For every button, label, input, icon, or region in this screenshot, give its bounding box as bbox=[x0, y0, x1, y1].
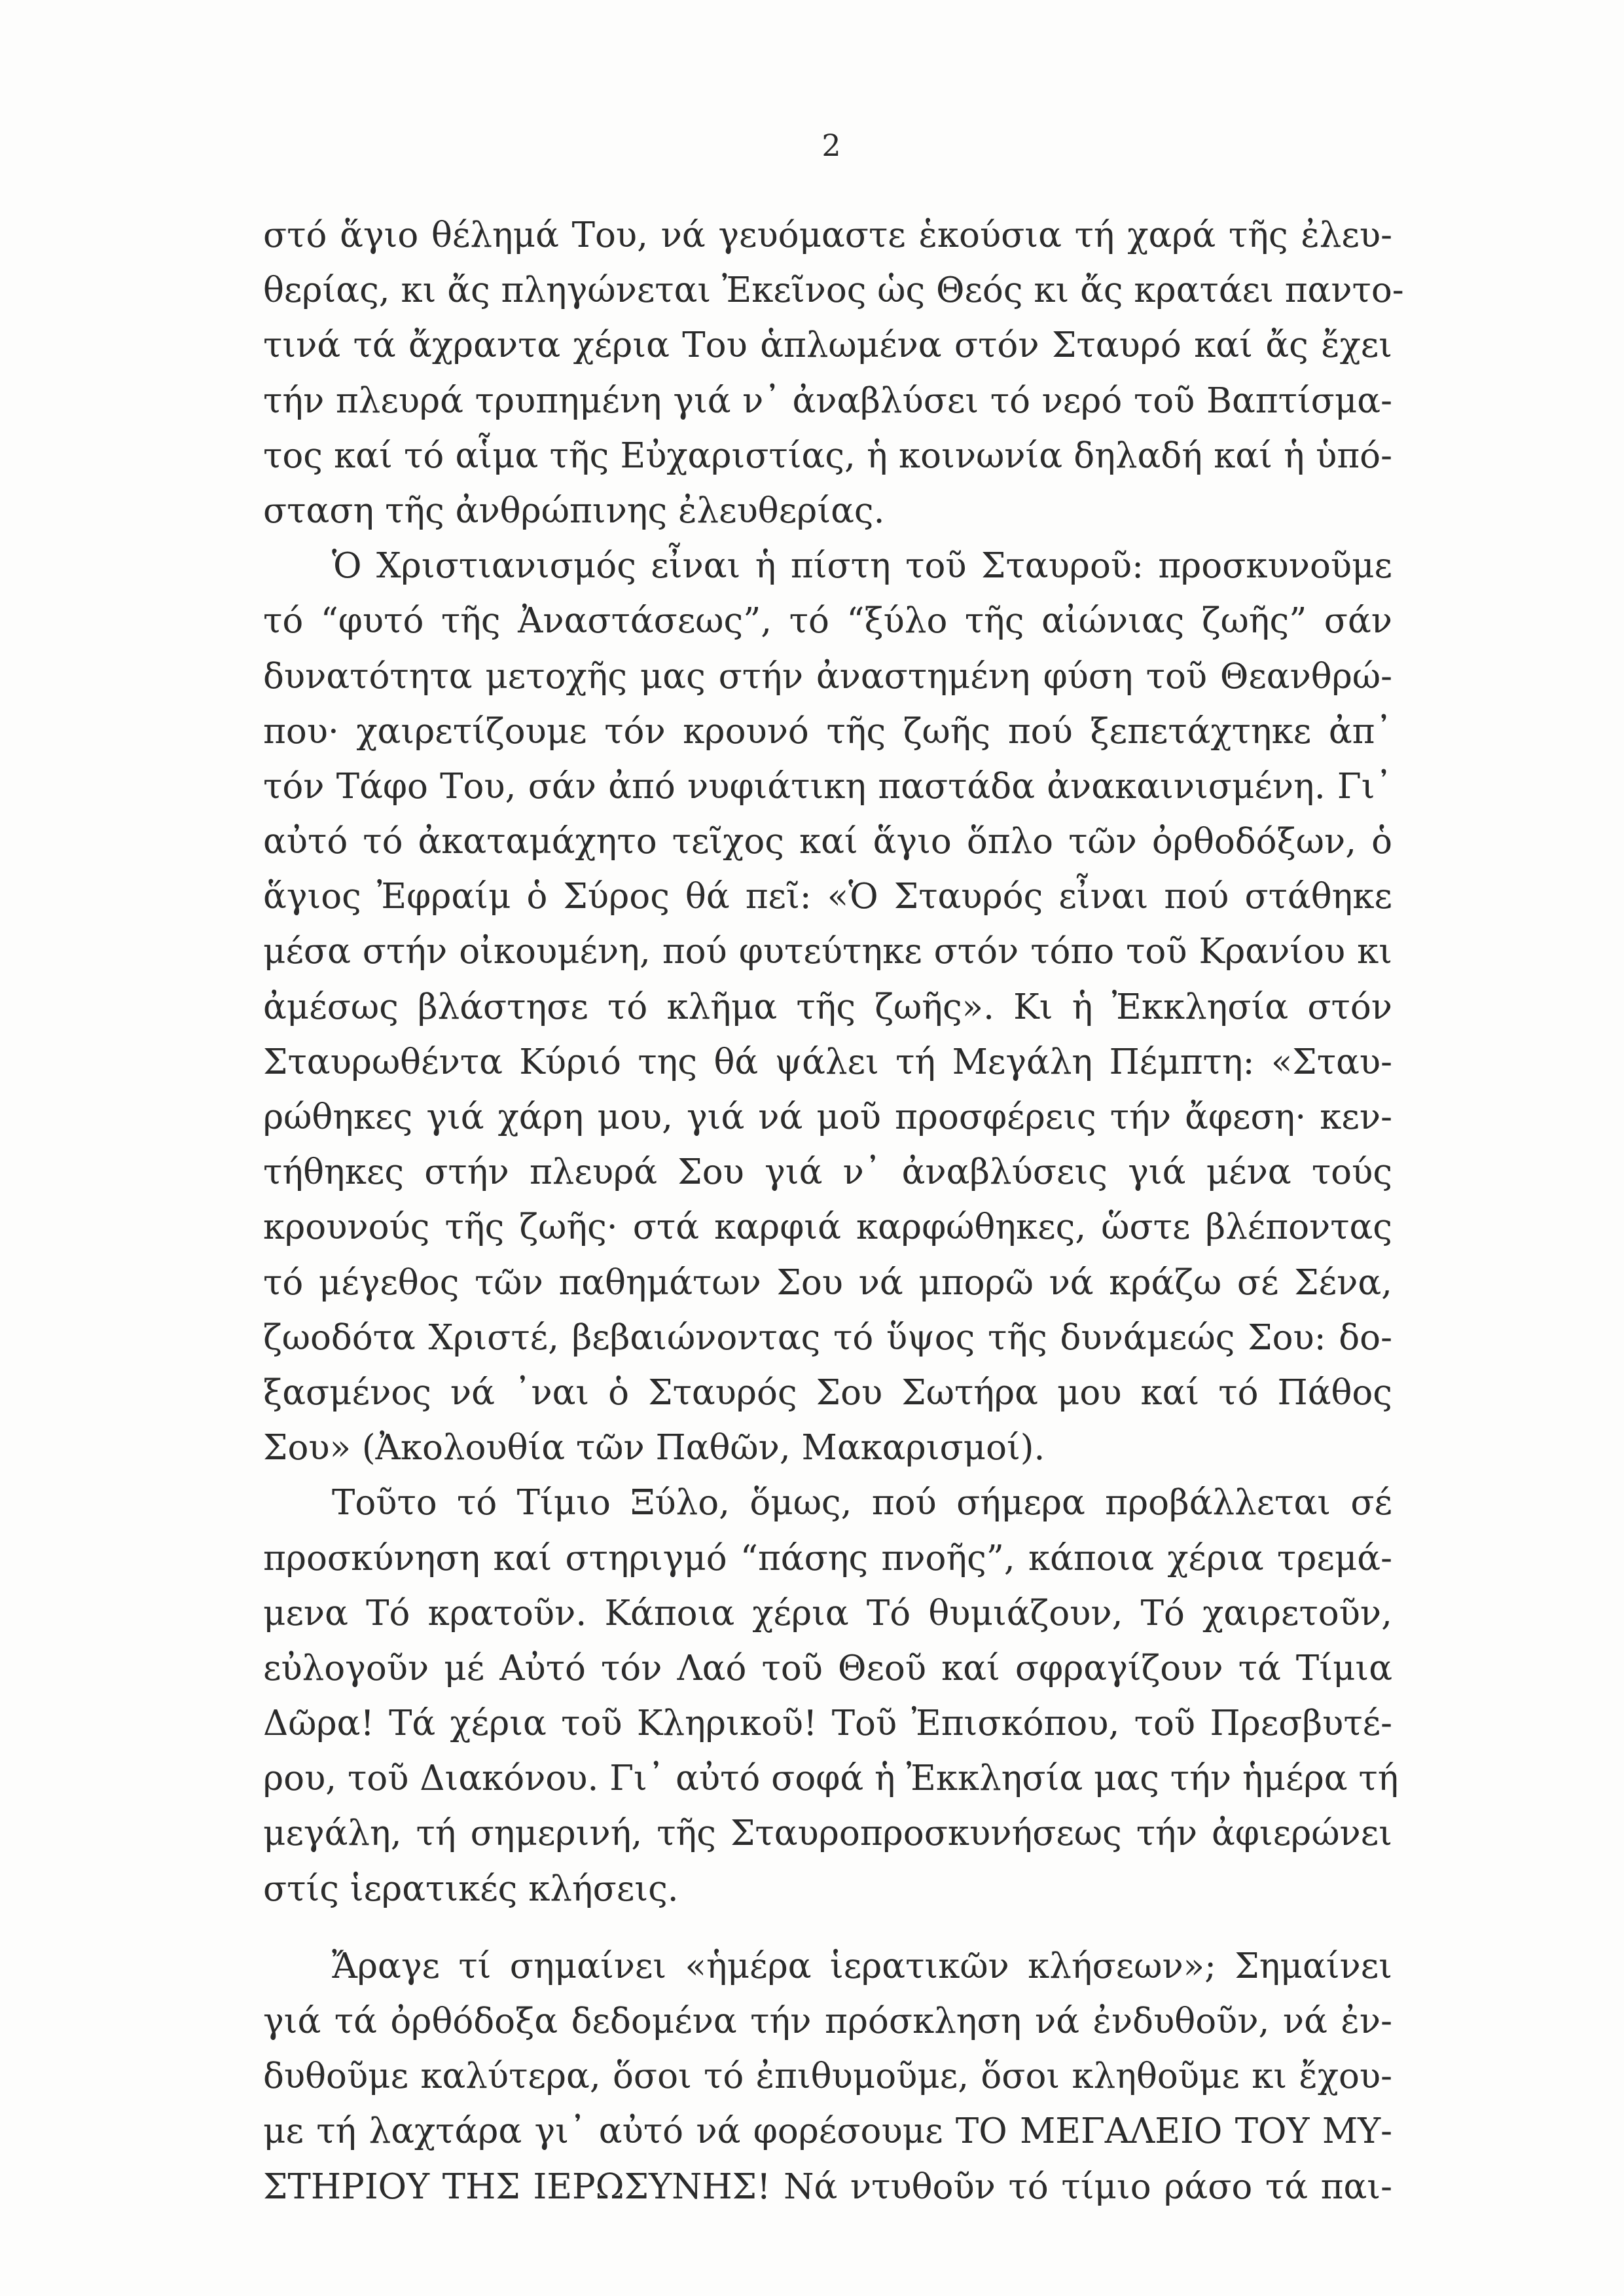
text-line: τό μέγεθος τῶν παθημάτων Σου νά μπορῶ νά κράζω σέ Σένα, bbox=[263, 1262, 1392, 1303]
paragraph-3 bbox=[263, 1476, 1399, 1917]
text-line: Ἄραγε τί σημαίνει «ἡμέρα ἱερατικῶν κλήσεων»; Σημαίνει bbox=[332, 1946, 1392, 1986]
text-line: Σταυρωθέντα Κύριό της θά ψάλει τή Μεγάλη Πέμπτη: «Σταυ- bbox=[263, 1042, 1392, 1082]
text-line: γιά τά ὀρθόδοξα δεδομένα τήν πρόσκληση νά ἐνδυθοῦν, νά ἐν- bbox=[263, 2001, 1392, 2041]
text-line: ρώθηκες γιά χάρη μου, γιά νά μοῦ προσφέρεις τήν ἄφεση· κεν- bbox=[263, 1097, 1392, 1137]
text-line: Τοῦτο τό Τίμιο Ξύλο, ὅμως, πού σήμερα προβάλλεται σέ bbox=[332, 1483, 1392, 1523]
text-line: προσκύνηση καί στηριγμό “πάσης πνοῆς”, κάποια χέρια τρεμά- bbox=[263, 1538, 1392, 1578]
text-line: ἅγιος Ἐφραίμ ὁ Σύρος θά πεῖ: «Ὁ Σταυρός εἶναι πού στάθηκε bbox=[263, 877, 1392, 917]
text-line: Δῶρα! Τά χέρια τοῦ Κληρικοῦ! Τοῦ Ἐπισκόπου, τοῦ Πρεσβυτέ- bbox=[263, 1704, 1392, 1744]
text-line: στίς ἱερατικές κλήσεις. bbox=[263, 1868, 679, 1909]
text-line: μέσα στήν οἰκουμένη, πού φυτεύτηκε στόν τόπο τοῦ Κρανίου κι bbox=[263, 932, 1392, 972]
text-line: τήν πλευρά τρυπημένη γιά ν᾿ ἀναβλύσει τό νερό τοῦ Βαπτίσμα- bbox=[263, 380, 1392, 421]
text-line: μενα Τό κρατοῦν. Κάποια χέρια Τό θυμιάζουν, Τό χαιρετοῦν, bbox=[263, 1593, 1392, 1633]
text-line: Ὁ Χριστιανισμός εἶναι ἡ πίστη τοῦ Σταυροῦ: προσκυνοῦμε bbox=[332, 546, 1392, 587]
text-line: ξασμένος νά ᾿ναι ὁ Σταυρός Σου Σωτήρα μου καί τό Πάθος bbox=[263, 1372, 1392, 1413]
text-line: σταση τῆς ἀνθρώπινης ἐλευθερίας. bbox=[263, 490, 885, 531]
text-line: δυνατότητα μετοχῆς μας στήν ἀναστημένη φύση τοῦ Θεανθρώ- bbox=[263, 656, 1392, 697]
paragraph-2 bbox=[263, 539, 1392, 1476]
text-line: τόν Τάφο Του, σάν ἀπό νυφιάτικη παστάδα ἀνακαινισμένη. Γι᾿ bbox=[263, 766, 1392, 807]
text-line: τος καί τό αἷμα τῆς Εὐχαριστίας, ἡ κοινωνία δηλαδή καί ἡ ὑπό- bbox=[263, 435, 1392, 476]
text-line: με τή λαχτάρα γι᾿ αὐτό νά φορέσουμε ΤΟ ΜΕΓΑΛΕΙΟ ΤΟΥ ΜΥ- bbox=[263, 2111, 1392, 2152]
page-number: 2 bbox=[821, 128, 841, 163]
text-line: ρου, τοῦ Διακόνου. Γι᾿ αὐτό σοφά ἡ Ἐκκλησία μας τήν ἡμέρα τή bbox=[263, 1758, 1399, 1799]
text-line: κρουνούς τῆς ζωῆς· στά καρφιά καρφώθηκες, ὥστε βλέποντας bbox=[263, 1207, 1392, 1248]
body-text bbox=[263, 208, 1404, 2215]
text-line: ζωοδότα Χριστέ, βεβαιώνοντας τό ὕψος τῆς δυνάμεώς Σου: δο- bbox=[263, 1317, 1392, 1358]
paragraph-4 bbox=[263, 1939, 1392, 2215]
text-line: Σου» (Ἀκολουθία τῶν Παθῶν, Μακαρισμοί). bbox=[263, 1428, 1045, 1468]
text-line: ΣΤΗΡΙΟΥ ΤΗΣ ΙΕΡΩΣΥΝΗΣ! Νά ντυθοῦν τό τίμιο ράσο τά παι- bbox=[263, 2166, 1392, 2207]
text-line: θερίας, κι ἄς πληγώνεται Ἐκεῖνος ὡς Θεός κι ἄς κρατάει παντο- bbox=[263, 270, 1404, 311]
text-line: τήθηκες στήν πλευρά Σου γιά ν᾿ ἀναβλύσεις γιά μένα τούς bbox=[263, 1152, 1392, 1193]
paragraph-spacer bbox=[263, 1917, 1392, 1939]
paragraph-1 bbox=[263, 208, 1404, 539]
text-line: τό “φυτό τῆς Ἀναστάσεως”, τό “ξύλο τῆς αἰώνιας ζωῆς” σάν bbox=[263, 601, 1392, 642]
text-line: δυθοῦμε καλύτερα, ὅσοι τό ἐπιθυμοῦμε, ὅσοι κληθοῦμε κι ἔχου- bbox=[263, 2056, 1392, 2097]
text-line: εὐλογοῦν μέ Αὐτό τόν Λαό τοῦ Θεοῦ καί σφραγίζουν τά Τίμια bbox=[263, 1648, 1392, 1688]
text-line: που· χαιρετίζουμε τόν κρουνό τῆς ζωῆς πού ξεπετάχτηκε ἀπ᾿ bbox=[263, 711, 1392, 752]
text-line: στό ἅγιο θέλημά Του, νά γευόμαστε ἑκούσια τή χαρά τῆς ἐλευ- bbox=[263, 215, 1392, 255]
text-line: ἀμέσως βλάστησε τό κλῆμα τῆς ζωῆς». Κι ἡ Ἐκκλησία στόν bbox=[263, 987, 1392, 1027]
text-line: αὐτό τό ἀκαταμάχητο τεῖχος καί ἅγιο ὅπλο τῶν ὀρθοδόξων, ὁ bbox=[263, 822, 1392, 862]
text-line: μεγάλη, τή σημερινή, τῆς Σταυροπροσκυνήσεως τήν ἀφιερώνει bbox=[263, 1813, 1392, 1854]
text-line: τινά τά ἄχραντα χέρια Του ἁπλωμένα στόν Σταυρό καί ἄς ἔχει bbox=[263, 325, 1392, 366]
